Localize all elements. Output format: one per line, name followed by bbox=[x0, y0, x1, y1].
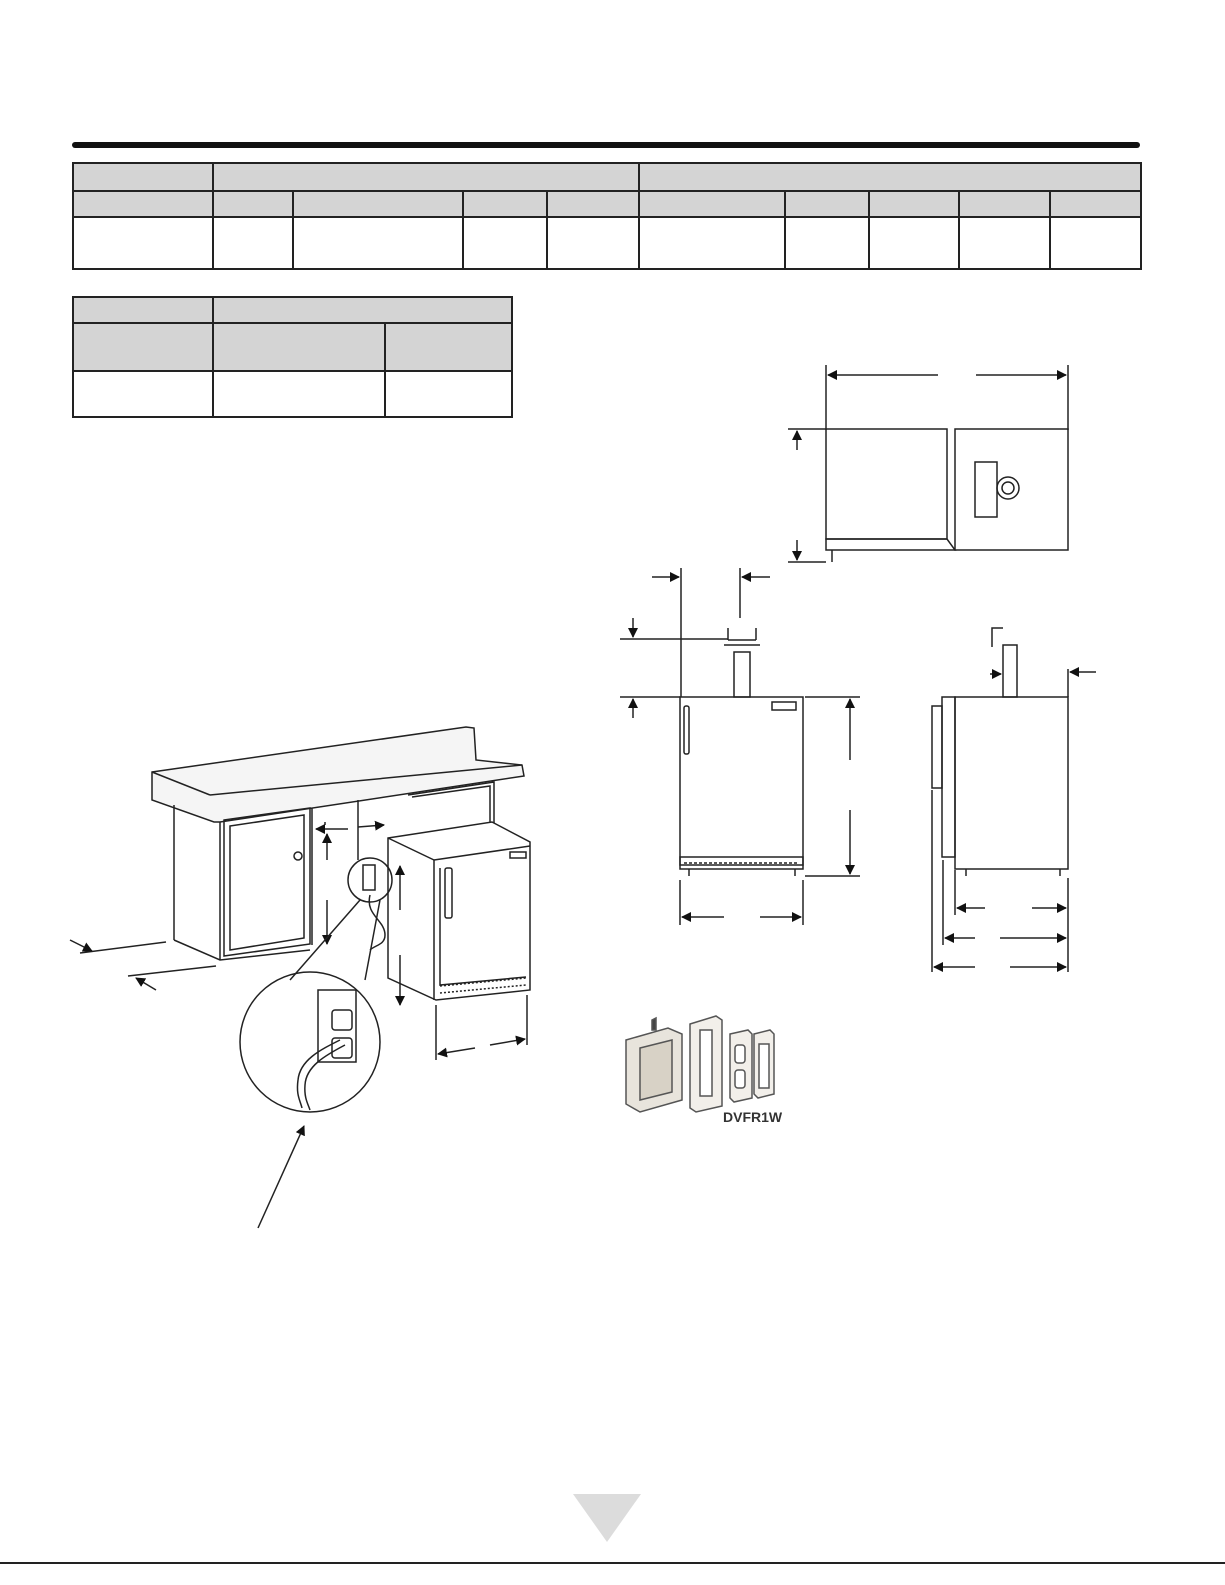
down-arrow-icon bbox=[573, 1494, 641, 1542]
accessory-label: DVFR1W bbox=[723, 1109, 783, 1125]
installation-illustration bbox=[70, 727, 530, 1228]
side-view-drawing bbox=[932, 628, 1096, 972]
front-view-drawing bbox=[620, 568, 860, 925]
recessed-box-accessory bbox=[626, 1016, 783, 1125]
top-view-drawing bbox=[788, 365, 1068, 562]
bottom-rule bbox=[0, 1562, 1225, 1564]
